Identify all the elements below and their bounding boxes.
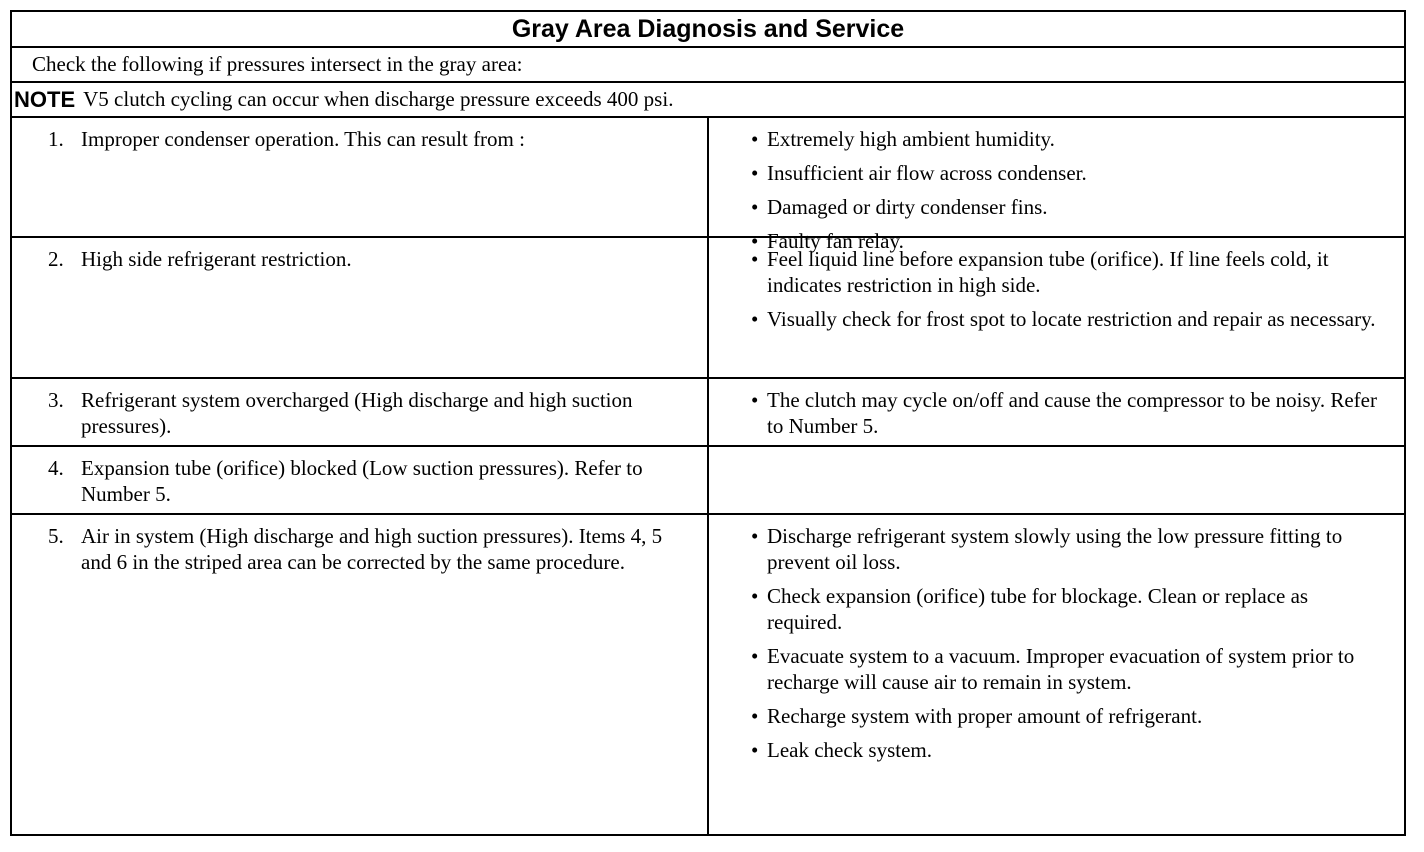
action-item (751, 306, 1388, 332)
issue-text: High side refrigerant restriction. (81, 247, 352, 271)
action-cell (709, 515, 1404, 834)
action-text: Insufficient air flow across condenser. (767, 161, 1087, 185)
item-number: 4. (48, 456, 64, 480)
action-text: The clutch may cycle on/off and cause the compressor to be noisy. Refer to Number 5. (767, 388, 1377, 438)
bullet-icon: • (751, 161, 759, 185)
action-text: Leak check system. (767, 738, 933, 762)
bullet-icon: • (751, 644, 759, 668)
action-item (751, 703, 1388, 729)
note-label: NOTE (14, 86, 76, 112)
table-row (12, 515, 1404, 834)
diagnosis-table (10, 10, 1406, 836)
issue-text: Refrigerant system overcharged (High discharge and high suction pressures). (81, 388, 633, 438)
action-cell (709, 238, 1404, 377)
issue-text: Air in system (High discharge and high suction pressures). Items 4, 5 and 6 in the striped area can be corrected by the same procedure. (81, 524, 663, 574)
issue-cell (12, 379, 709, 445)
issue-text: Expansion tube (orifice) blocked (Low suction pressures). Refer to Number 5. (81, 456, 643, 506)
bullet-icon: • (751, 127, 759, 151)
action-text: Damaged or dirty condenser fins. (767, 195, 1048, 219)
bullet-icon: • (751, 307, 759, 331)
action-text: Check expansion (orifice) tube for blockage. Clean or replace as required. (767, 584, 1309, 634)
action-item (751, 583, 1388, 635)
bullet-icon: • (751, 229, 759, 253)
action-text: Feel liquid line before expansion tube (orifice). If line feels cold, it indicates restriction in high side. (767, 247, 1329, 297)
bullet-icon: • (751, 584, 759, 608)
table-title: Gray Area Diagnosis and Service (12, 12, 1404, 48)
action-text: Extremely high ambient humidity. (767, 127, 1055, 151)
table-row (12, 447, 1404, 515)
note-row (12, 83, 1404, 118)
issue-cell (12, 515, 709, 834)
action-text: Faulty fan relay. (767, 229, 904, 253)
action-item (751, 387, 1388, 439)
issue-text: Improper condenser operation. This can result from : (81, 127, 525, 151)
action-text: Recharge system with proper amount of refrigerant. (767, 704, 1203, 728)
note-text: V5 clutch cycling can occur when discharge pressure exceeds 400 psi. (83, 87, 674, 111)
table-row (12, 379, 1404, 447)
action-cell (709, 118, 1404, 253)
action-text: Evacuate system to a vacuum. Improper evacuation of system prior to recharge will cause air to remain in system. (767, 644, 1355, 694)
item-number: 1. (48, 127, 64, 151)
action-item (751, 523, 1388, 575)
action-item (751, 126, 1388, 152)
action-item (751, 246, 1388, 298)
table-row (12, 118, 1404, 253)
intro-text: Check the following if pressures intersect in the gray area: (12, 48, 1404, 83)
bullet-icon: • (751, 704, 759, 728)
action-item (751, 194, 1388, 220)
bullet-icon: • (751, 247, 759, 271)
issue-cell (12, 118, 709, 236)
action-text: Discharge refrigerant system slowly using the low pressure fitting to prevent oil loss. (767, 524, 1343, 574)
issue-cell (12, 447, 709, 513)
bullet-icon: • (751, 195, 759, 219)
bullet-icon: • (751, 738, 759, 762)
item-number: 5. (48, 524, 64, 548)
action-item (751, 643, 1388, 695)
action-text: Visually check for frost spot to locate restriction and repair as necessary. (767, 307, 1376, 331)
item-number: 2. (48, 247, 64, 271)
action-item (751, 160, 1388, 186)
item-number: 3. (48, 388, 64, 412)
action-item (751, 737, 1388, 763)
bullet-icon: • (751, 388, 759, 412)
issue-cell (12, 238, 709, 377)
bullet-icon: • (751, 524, 759, 548)
table-row (12, 238, 1404, 379)
action-cell (709, 447, 1404, 513)
action-cell (709, 379, 1404, 445)
